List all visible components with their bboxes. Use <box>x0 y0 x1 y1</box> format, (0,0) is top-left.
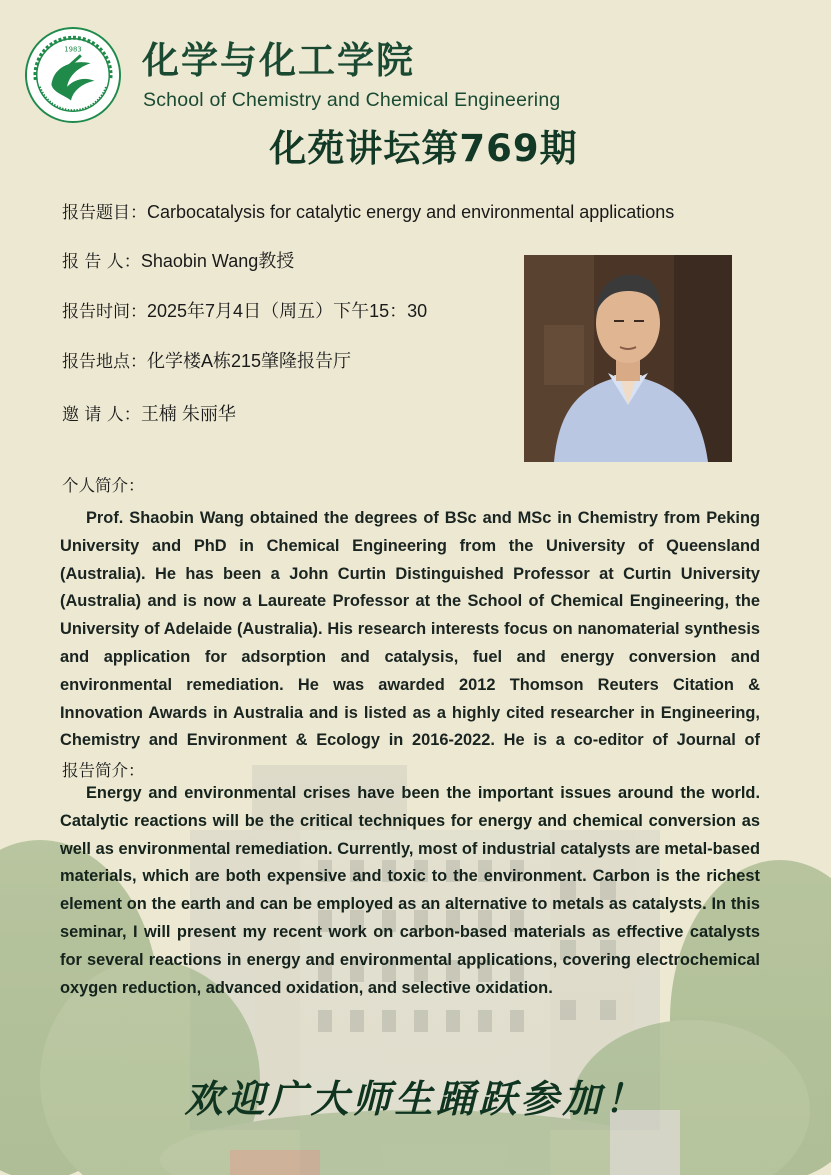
bio-label: 个人简介： <box>62 476 145 495</box>
detail-speaker: 报 告 人：Shaobin Wang教授 <box>62 251 295 272</box>
detail-location: 报告地点：化学楼A栋215肇隆报告厅 <box>62 351 352 372</box>
abstract-text: Energy and environmental crises have been the important issues around the world. Catalytic reactions will be the critical techniques for energy and chemical conversion as well as environmental remediation. Currently, most of industrial catalysts are metal-based materials, which are both expensive and toxic to the environment. Carbon is the richest element on the earth and can be employed as an alternative to metals as catalysts. In this seminar, I will present my recent work on carbon-based materials as effective catalysts for several reactions in energy and environmental applications, covering electrochemical oxygen reduction, advanced oxidation, and selective oxidation. <box>60 784 760 997</box>
school-name-chinese: 化学与化工学院 <box>142 39 415 82</box>
bio-text: Prof. Shaobin Wang obtained the degrees of BSc and MSc in Chemistry from Peking University and PhD in Chemical Engineering from the University of Queensland (Australia). He has been a John Curtin Distinguished Professor at Curtin University (Australia) and is now a Laureate Professor at the School of Chemical Engineering, the University of Adelaide (Australia). His research interests focus on nanomaterial synthesis and application for adsorption and catalysis, fuel and energy conversion and environmental remediation. He was awarded 2012 Thomson Reuters Citation & Innovation Awards in Australia and is listed as a highly cited researcher in Engineering, Chemistry and Environment & Ecology in 2016-2022. He is a co-editor of Journal of <box>60 509 760 750</box>
detail-host: 邀 请 人：王楠 朱丽华 <box>62 404 236 425</box>
svg-text:1983: 1983 <box>64 45 82 54</box>
speaker-portrait-icon <box>524 255 732 462</box>
detail-title: 报告题目：Carbocatalysis for catalytic energy and environmental applications <box>62 202 675 223</box>
forum-title: 化苑讲坛第769期 <box>269 127 578 170</box>
school-name-english: School of Chemistry and Chemical Engineering <box>143 89 561 111</box>
university-seal-icon <box>24 26 122 124</box>
abstract-label: 报告简介： <box>62 761 145 780</box>
welcome-slogan: 欢迎广大师生踊跃参加！ <box>184 1077 647 1121</box>
detail-time: 报告时间：2025年7月4日（周五）下午15：30 <box>62 301 428 322</box>
